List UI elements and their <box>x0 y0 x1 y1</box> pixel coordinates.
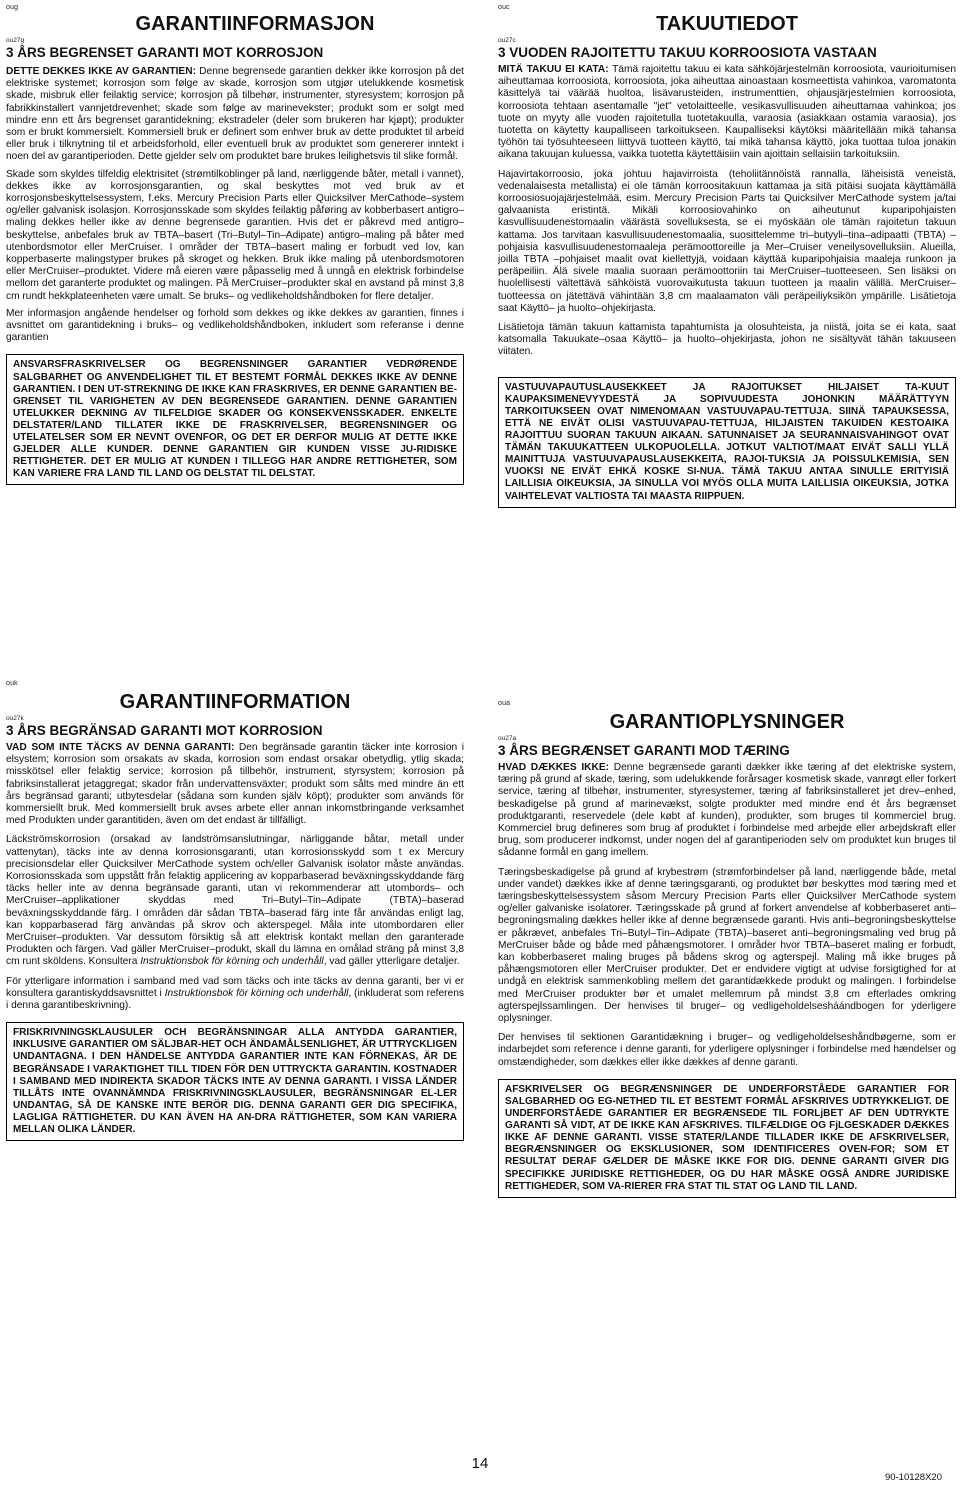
stray-current-paragraph: Tæringsbeskadigelse på grund af krybestrøm (strømforbindelser på land, nærliggende både, metal under vandet) dækkes ikke af denne tæringsgaranti, og produktet bør beskyttes mod tæring med et tæringsbeskyttelsessystem såsom Mercury Precision Parts eller Quicksilver MerCathode system og/eller galvaniske isolatorer. Tæringsskade på grund af forkert anvendelse af kobberbaseret anti–begroningsmaling dækkes heller ikke af denne begrænsede garanti. Hvis anti–begroningsbeskyttelse er påkrævet, anbefales Tri–Butyl–Tin–Adipate (TBTA)–baseret anti–begroningsmaling ved brug på MerCruiser både og både med påhængsmotorer. I områder hvor TBTA–baseret maling er forbudt, kan kobberbaseret maling bruges på bådens skrog og agterspejl. Maling må ikke bruges på påhængsmotoren eller MerCruiser produkter. Det er endvidere vigtigt at udvise forsigtighed for at undgå en elektrisk sammenkobling mellem det garantidækkede produkt og malingen. I forbindelse med MerCruiser produkter bør et umalet mellemrum på mindst 3,8 cm efterlades omkring agterspejlssamlingen. Der henvises til bruger– og vedligeholdelsesháándbogen for yderligere oplysninger. <box>498 866 956 1025</box>
section-danish <box>498 700 956 1198</box>
section-title: GARANTIINFORMATION <box>119 691 351 713</box>
section-code: ouc <box>498 4 510 11</box>
section-norwegian <box>6 4 464 485</box>
section-heading: 3 ÅRS BEGRENSET GARANTI MOT KORROSJON <box>6 45 324 60</box>
disclaimer-text: FRISKRIVNINGSKLAUSULER OCH BEGRÄNSNINGAR ALLA ANTYDDA GARANTIER, INKLUSIVE GARANTIER OM SÄLJBAR-HET OCH ÄNDAMÅLSENLIGHET, ÄR UTTRYCKLIGEN UNDANTAGNA. I DEN HÄNDELSE ANTYDDA GARANTIER INTE KAN FÖRNEKAS, ÄR DE BEGRÄNSADE I VARAKTIGHET TILL TIDEN FÖR DEN UTTRYCKTA GARANTIN. KOSTNADER I SAMBAND MED INDIREKTA SKADOR TÄCKS INTE AV DENNA GARANTI. I VISSA LÄNDER TILLÅTS INTE OVANNÄMNDA FRISKRIVNINGSKLAUSULER, BEGRÄNSNINGAR EL-LER UNDANTAG, SÅ DE KANSKE INTE BERÖR DIG. DENNA GARANTI GER DIG SPECIFIKA, LAGLIGA RÄTTIGHETER. DU KAN ÄVEN HA AN-DRA RÄTTIGHETER, SOM KAN VARIERA MELLAN OLIKA LÄNDER. <box>13 1027 457 1136</box>
section-title: TAKUUTIEDOT <box>656 13 798 35</box>
stray-current-end: , vad gäller ytterligare detaljer. <box>323 956 460 968</box>
section-subcode: ou27k <box>6 715 24 722</box>
stray-current-paragraph: Hajavirtakorroosio, joka johtuu hajavirroista (teholiitännöistä rannalla, läheisistä veneistä, vedenalaisesta metallista) ei ole tämän korroositakuun kattamaa ja sitä pitäisi suojata käyttämällä korroosiosuojajärjestelmää, esim. Mercury Precision Parts tai Quicksilver MerCathode system ja/tai galvaanista eristintä. Mikäli korroosiovahinko on aiheutunut kuparipohjaisten kasvullisuudenestomaalin väärästä sovelluksesta, se ei myöskään ole tämän rajoitetun takuun kattama. Jos tarvitaan kasvullisuudenestomaalia, suosittelemme tri–butyyli–tina–adipaatti (TBTA) –pohjaisia kasvullisuudenestomaaleja perämoottoreille ja Mer–Cruiser veneilysovelluksiin. Alueilla, joilla TBTA –pohjaiset maalit ovat kiellettyjä, voidaan käyttää kuparipohjaisia maaleja runkoon ja peräpeiliin. Älä sivele maalia suoraan perämoottoriin tai MerCruiser–tuotteeseen. Sen lisäksi on huolellisesti vältettävä sähköistä vuorovaikutusta takuun tuotteen ja maalin välillä. MerCruiser–tuotteessa on jätettävä vähintään 3,8 cm maalaamaton väli peräpeiliyksikön ympärille. Lisätietoja saat Käyttö– ja huolto–ohjekirjasta. <box>498 168 956 314</box>
disclaimer-box <box>498 1079 956 1198</box>
section-code: ouk <box>6 680 18 687</box>
exclusions-lead: VAD SOM INTE TÄCKS AV DENNA GARANTI: <box>6 742 235 753</box>
exclusions-paragraph <box>6 742 464 827</box>
section-heading: 3 VUODEN RAJOITETTU TAKUU KORROOSIOTA VASTAAN <box>498 45 877 60</box>
page-number: 14 <box>471 1455 489 1472</box>
exclusions-text: Denne begrensede garantien dekker ikke korrosjon på det elektriske systemet; korrosjon som følge av skade, korrosjon som utgjør utelukkende kosmetisk skade, misbruk eller feilaktig service; korrosjon på tilbehør, instrumenter, styresystem; korrosjon på fabrikkinstallert vannjetdrevenhet; skade som følge av marinevekster; produkt som er solgt med mindre enn ett års begrenset garantidekning; ekstradeler (deler som brukeren har kjøpt); produkter som er brukt kommersielt. Kommersiell bruk er definert som enhver bruk av dette produktet til arbeid eller bruk i tilknytning til et arbeidsforhold, eller eventuell bruk av produktet som genererer inntekt i noen del av garantiperioden. Dette gjelder selv om produktet bare brukes leilighetsvis til slike formål. <box>6 66 464 163</box>
section-finnish <box>498 4 956 508</box>
exclusions-paragraph <box>6 66 464 164</box>
disclaimer-text: AFSKRIVELSER OG BEGRÆNSNINGER DE UNDERFORSTÅEDE GARANTIER FOR SALGBARHED OG EG-NETHED TIL ET BESTEMT FORMÅL AFSKRIVES UDTRYKKELIGT. DE UNDERFORSTÅEDE GARANTIER ER BEGRÆNSEDE TIL FORLjBET AF DEN UDTRYKTE GARANTI SÅ VIDT, AT DE IKKE KAN AFSKRIVES. TILFÆLDIGE OG FjLGESKADER DÆKKES IKKE AF DENNE GARANTI. VISSE STATER/LANDE TILLADER IKKE DE AFSKRIVELSER, BEGRÆNSNINGER OG EKSKLUSIONER, SOM IDENTIFICERES OVEN-FOR; SOM ET RESULTAT DERAF GÆLDER DE MÅSKE IKKE FOR DIG. DENNE GARANTI GIVER DIG SPECIFIKKE JURIDISKE RETTIGHEDER, OG DU HAR MÅSKE OGSÅ ANDRE JURIDISKE RETTIGHEDER, SOM VA-RIERER FRA STAT TIL STAT OG LAND TIL LAND. <box>505 1083 949 1192</box>
section-heading: 3 ÅRS BEGRÄNSAD GARANTI MOT KORROSION <box>6 723 323 738</box>
disclaimer-text: ANSVARSFRASKRIVELSER OG BEGRENSNINGER GARANTIER VEDRØRENDE SALGBARHET OG ANVENDELIGHET TIL ET BESTEMT FORMÅL DEKKES IKKE AV DENNE GARANTIEN. I DEN UT-STREKNING DE IKKE KAN FRASKRIVES, ER DENNE GARANTIEN BE-GRENSET TIL VARIGHETEN AV DEN BEGRENSEDE GARANTIEN. DENNE GARANTIEN UTELUKKER DEKNING AV TILFELDIGE SKADER OG KONSEKVENSSKADER. ENKELTE DELSTATER/LAND TILLATER IKKE DE FRASKRIVELSER, BEGRENSNINGER OG UTELATELSER SOM ER NEVNT OVENFOR, OG DET ER DERFOR MULIG AT DETTE IKKE GJELDER ALLE KUNDER. DENNE GARANTIEN GIR KUNDEN VISSE JU-RIDISKE RETTIGHETER. DET ER MULIG AT KUNDEN I TILLEGG HAR ANDRE RETTIGHETER, SOM KAN VARIERE FRA LAND TIL LAND OG DELSTAT TIL DELSTAT. <box>13 359 457 480</box>
section-title: GARANTIINFORMASJON <box>135 13 375 35</box>
more-info-end: , (inkluderat som referens i denna garantibeskrivning). <box>6 987 464 1012</box>
manual-reference: Instruktionsbok för körning och underhåll <box>164 987 349 999</box>
section-code: oua <box>498 700 511 707</box>
exclusions-lead: DETTE DEKKES IKKE AV GARANTIEN: <box>6 66 196 77</box>
more-info-paragraph: Mer informasjon angående hendelser og forhold som dekkes og ikke dekkes av garantien, finnes i avsnittet om garantidekning i bruks– og vedlikeholdshåndboken, inkludert som referanse i denne garantien <box>6 307 464 344</box>
section-code: oug <box>6 4 19 11</box>
manual-reference: Instruktionsbok för körning och underhåll <box>140 956 324 968</box>
section-subcode: ou27a <box>498 735 517 742</box>
exclusions-paragraph <box>498 762 956 860</box>
exclusions-text: Denne begrænsede garanti dækker ikke tæring af det elektriske system, tæring på grund af skade, tæring, som udelukkende forårsager kosmetisk skade, vanrøgt eller forkert service, tæring af tilbehør, instrumenter, styresystemer, tæring af fabriksinstalleret jet drev–enhed, beskadigelse på grund af marinevækst, solgte produkter med mindre end ét års begrænset produktgaranti, reservedele (dele købt af kunden), produkter, som bruges til kommerciel brug. Kommerciel brug defineres som brug af produktet i forbindelse med arbejde eller arbejdskraft eller brug, som producerer indkomst, under nogen del af garantiperioden selv om produktet kun bruges til sådanne formål en gang imellem. <box>498 762 956 859</box>
disclaimer-box <box>498 377 956 508</box>
section-subcode: ou27c <box>498 37 516 44</box>
section-title: GARANTIOPLYSNINGER <box>609 711 845 733</box>
document-code: 90-10128X20 <box>884 1472 942 1483</box>
stray-current-paragraph <box>6 834 464 968</box>
stray-current-text: Läckströmskorrosion (orsakad av landströmsanslutningar, närliggande båtar, metall under vattenytan), täcks inte av denna korrosionsgaranti, utan korrosionsskydd som t ex Mercury precisionsdelar eller Quicksilver MerCathode system och/eller Galvanisk isolator måste användas. Korrosionsskada som uppstått från felaktig applicering av kopparbaserad beväxningsskyddande färg täcks heller inte av denna begränsade garanti, utan vi rekommenderar att utombords– och MerCruiser–applikationer skyddas med Tri–Butyl–Tin–Adipate (TBTA)–baserad beväxningsskyddande färg. I områden där sådan TBTA–baserad färg inte får användas enligt lag, kan kopparbaserad färg användas på skrov och akterspegel. Måla inte utombordaren eller MerCruiser–produkten. Var dessutom försiktig så att elektrisk kontakt mellan den garanterade Produkten och färgen. Vad gäller MerCruiser–produkt, skall du lämna en omålad sträng på minst 3,8 cm runt sköldens. Konsultera <box>6 834 464 968</box>
more-info-text: För ytterligare information i samband med vad som täcks och inte täcks av denna garanti, ber vi er konsultera garantiskyddsavsnittet i <box>6 975 464 999</box>
more-info-paragraph <box>6 976 464 1013</box>
exclusions-lead: HVAD DÆKKES IKKE: <box>498 762 610 773</box>
section-heading: 3 ÅRS BEGRÆNSET GARANTI MOD TÆRING <box>498 743 790 758</box>
more-info-paragraph: Der henvises til sektionen Garantidækning i bruger– og vedligeholdelseshåndbøgerne, som er indarbejdet som reference i denne garanti, for yderligere oplysninger i forbindelse med hændelser og omstændigheder, som dækkes eller ikke dækkes af denne garanti. <box>498 1032 956 1068</box>
exclusions-text: Den begränsade garantin täcker inte korrosion i elsystem; korrosion som orsakats av skada, korrosion som endast orsakar obetydlig, ytlig skada; misskötsel eller felaktig service; korrosion på tillbehör, instrument, styrsystem; korrosion på fabriksinstallerat jetaggregat; skador från undervattensväxter; produkt som sålts med mindre än ett års begränsad garanti; utbytesdelar (sådana som kunden själv köpt); produkter som används för kommersiellt bruk. Med kommersiellt bruk avses arbete eller annan inkomstbringande verksamhet med Produkten under garantitiden, även om det endast är tillfälligt. <box>6 742 464 827</box>
disclaimer-text: VASTUUVAPAUTUSLAUSEKKEET JA RAJOITUKSET HILJAISET TA-KUUT KAUPAKSIMENEVYYDESTÄ JA SOPIVUUDESTA JOHONKIN MÄÄRÄTTYYN TARKOITUKSEEN OVAT NIMENOMAAN VASTUUVAPAU-TETTUJA. SIINÄ TAPAUKSESSA, ETTÄ NE EIVÄT OLISI VASTUUVAPAU-TETTUJA, HILJAISTEN TAKUIDEN KESTOAIKA RAJOITTUU SUORAN TAKUUN AIKAAN. SATUNNAISET JA SEURANNAISVAHINGOT OVAT TÄMÄN TAKUUKATTEEN ULKOPUOLELLA. JOTKUT VALTIOT/MAAT EIVÄT SALLI YLLÄ MAINITTUJA VASTUUVAPAUSLAUSEKKEITA, RAJOI-TUKSIA JA POISSULKEMISIA, SEN VUOKSI NE EIVÄT EHKÄ KOSKE SI-NUA. TÄMÄ TAKUU ANTAA SINULLE ERITYISIÄ LAILLISIA OIKEUKSIA, JA SINULLA VOI MYÖS OLLA MUITA LAILLISIA OIKEUKSIA, JOTKA VAIHTELEVAT VALTIOSTA TAI MAASTA RIIPPUEN. <box>505 381 949 502</box>
stray-current-paragraph: Skade som skyldes tilfeldig elektrisitet (strømtilkoblinger på land, nærliggende båter, metall i vannet), dekkes ikke av korrosjonsgarantien, og skal beskyttes mot ved bruk av et korrosjonsbeskyttelsessystem, f.eks. Mercury Precision Parts eller Quicksilver MerCathode–system og/eller galvanisk isolasjon. Korrosjonsskade som skyldes feilaktig påføring av kobberbasert antigro–maling dekkes heller ikke av denne begrensede garantien. Hvis det er påkrevd med antigro–beskyttelse, anbefales bruk av TBTA–basert (Tri–Butyl–Tin–Adipate) antigro–maling på båter med utenbordsmotor eller MerCruiser. I områder der TBTA–basert maling er forbudt ved lov, kan kopperbaserte malingstyper brukes på skroget og hekken. Bruk ikke maling på utenbordsmotoren eller MerCruiser–produktet. Videre må eieren være påpasselig med å unngå en elektrisk forbindelse mellom det garanterte produktet og malingen. På MerCruiser–produkter skal en avstand på minst 3,8 cm rundt hekkplateenheten være umalt. Se bruks– og vedlikeholdshåndboken for flere detaljer. <box>6 168 464 302</box>
section-swedish <box>6 680 464 1141</box>
exclusions-lead: MITÄ TAKUU EI KATA: <box>498 64 609 75</box>
disclaimer-box <box>6 354 464 485</box>
exclusions-text: Tämä rajoitettu takuu ei kata sähköjärjestelmän korroosiota, vaurioitumisen aiheuttamaa korroosiota, korroosiota, joka aiheuttaa ainoastaan kosmeettista vahinkoa, varomatonta käsittelyä tai väärää huoltoa, lisävarusteiden, instrumenttien, ohjausjärjestelmien korroosiota, korroosiota tehtaan asentamalle "jet" vetolaitteelle, vesikasvullisuuden aiheuttamaa vahinkoa; jos tuote on myyty alle vuoden rajoitetulla tuotetakuulla, varaosia (asiakkaan ostamia varaosia), jos tuotetta on käytetty kaupalliseen tarkoitukseen. Kaupalliseksi käytöksi määritellään mikä tahansa työhön tai työsuhteeseen liittyvä tuotteen käyttö, tai mikä tahansa käyttö, joka tuottaa tuloa jonakin aikana takuujan kuluessa, vaikka tuotetta käytettäisiin vain ajoittain sellaisiin tarkoituksiin. <box>498 64 956 161</box>
more-info-paragraph: Lisätietoja tämän takuun kattamista tapahtumista ja olosuhteista, ja niistä, joita se ei kata, saat katsomalla Takuukate–osaa Käyttö– ja huolto–ohjekirjasta, johon ne sisältyvät tähän takuuseen viitaten. <box>498 322 956 358</box>
section-subcode: ou27g <box>6 37 25 44</box>
exclusions-paragraph <box>498 64 956 162</box>
disclaimer-box <box>6 1022 464 1141</box>
